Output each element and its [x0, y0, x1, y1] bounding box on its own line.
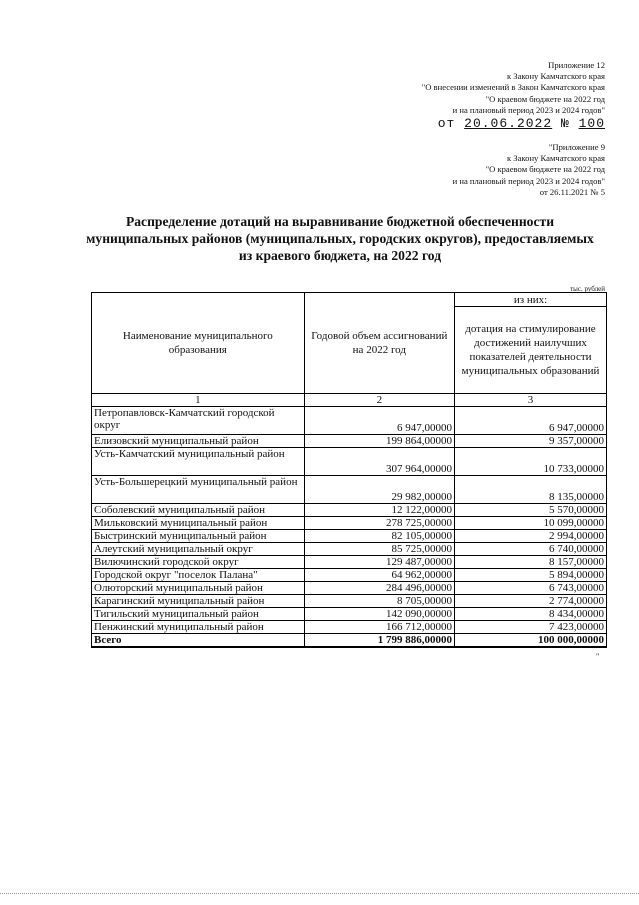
- municipality-name: Пенжинский муниципальный район: [92, 621, 305, 634]
- annual-allocation: 129 487,00000: [304, 556, 454, 569]
- table-row: [92, 595, 607, 608]
- table-row: [92, 556, 607, 569]
- annual-allocation: 12 122,00000: [304, 504, 454, 517]
- incentive-subsidy: 9 357,00000: [455, 435, 607, 448]
- table-row: [92, 621, 607, 634]
- closing-quote: ": [596, 652, 600, 661]
- annual-allocation: 142 090,00000: [304, 608, 454, 621]
- annual-allocation: 199 864,00000: [304, 435, 454, 448]
- incentive-subsidy: 5 570,00000: [455, 504, 607, 517]
- appendix-line: Приложение 12: [548, 60, 605, 70]
- handwritten-number: 100: [578, 116, 605, 132]
- col3-header: дотация на стимулирование достижений наилучших показателей деятельности муниципальных образований: [455, 307, 607, 394]
- col1-header: Наименование муниципального образования: [92, 293, 305, 394]
- total-row: [92, 634, 607, 648]
- incentive-subsidy: 6 947,00000: [455, 407, 607, 435]
- appendix-12-header: [422, 60, 605, 132]
- annual-allocation: 278 725,00000: [304, 517, 454, 530]
- municipality-name: Карагинский муниципальный район: [92, 595, 305, 608]
- appendix-line: к Закону Камчатского края: [506, 153, 605, 164]
- annual-allocation: 166 712,00000: [304, 621, 454, 634]
- municipality-name: Усть-Большерецкий муниципальный район: [92, 476, 305, 504]
- appendix-line: от 26.11.2021 № 5: [539, 186, 605, 197]
- annual-allocation: 8 705,00000: [304, 595, 454, 608]
- appendix-line: "О краевом бюджете на 2022 год: [485, 164, 605, 175]
- annual-allocation: 284 496,00000: [304, 582, 454, 595]
- municipality-name: Усть-Камчатский муниципальный район: [92, 448, 305, 476]
- col-number: 3: [455, 394, 607, 407]
- table-row: [92, 608, 607, 621]
- incentive-subsidy: 6 743,00000: [455, 582, 607, 595]
- municipality-name: Олюторский муниципальный район: [92, 582, 305, 595]
- annual-allocation: 82 105,00000: [304, 530, 454, 543]
- incentive-subsidy: 8 434,00000: [455, 608, 607, 621]
- municipality-name: Петропавловск-Камчатский городской округ: [92, 407, 305, 435]
- appendix-line: и на плановый период 2023 и 2024 годов": [452, 104, 605, 115]
- table-row: [92, 569, 607, 582]
- handwritten-date: 20.06.2022: [464, 116, 553, 132]
- date-prefix: от: [437, 116, 456, 132]
- incentive-subsidy: 5 894,00000: [455, 569, 607, 582]
- appendix-line: "О краевом бюджете на 2022 год: [485, 93, 605, 104]
- total-allocation: 1 799 886,00000: [304, 634, 454, 648]
- annual-allocation: 85 725,00000: [304, 543, 454, 556]
- scan-edge-divider: [0, 893, 639, 894]
- municipality-name: Быстринский муниципальный район: [92, 530, 305, 543]
- table-row: [92, 517, 607, 530]
- incentive-subsidy: 2 994,00000: [455, 530, 607, 543]
- annual-allocation: 64 962,00000: [304, 569, 454, 582]
- municipality-name: Городской округ "поселок Палана": [92, 569, 305, 582]
- col2-header: Годовой объем ассигнований на 2022 год: [304, 293, 454, 394]
- table-row: [92, 543, 607, 556]
- appendix-line: "Приложение 9: [548, 142, 605, 152]
- col-number: 2: [304, 394, 454, 407]
- appendix-line: к Закону Камчатского края: [506, 71, 605, 82]
- incentive-subsidy: 6 740,00000: [455, 543, 607, 556]
- appendix-line: "О внесении изменений в Закон Камчатского края: [421, 82, 605, 93]
- units-label: тыс. рублей: [570, 285, 605, 293]
- incentive-subsidy: 10 733,00000: [455, 448, 607, 476]
- incentive-subsidy: 8 135,00000: [455, 476, 607, 504]
- municipality-name: Елизовский муниципальный район: [92, 435, 305, 448]
- table-row: [92, 407, 607, 435]
- appendix-9-header: [453, 142, 605, 198]
- subsidy-table: [91, 292, 607, 648]
- municipality-name: Мильковский муниципальный район: [92, 517, 305, 530]
- appendix-line: и на плановый период 2023 и 2024 годов": [452, 175, 605, 186]
- col-number: 1: [92, 394, 305, 407]
- annual-allocation: 6 947,00000: [304, 407, 454, 435]
- table-row: [92, 530, 607, 543]
- municipality-name: Тигильский муниципальный район: [92, 608, 305, 621]
- total-label: Всего: [92, 634, 305, 648]
- table-row: [92, 504, 607, 517]
- table-row: [92, 435, 607, 448]
- of-which-header: из них:: [455, 293, 607, 307]
- table-row: [92, 582, 607, 595]
- municipality-name: Алеутский муниципальный округ: [92, 543, 305, 556]
- handwritten-date-number: [422, 116, 605, 132]
- incentive-subsidy: 10 099,00000: [455, 517, 607, 530]
- document-title: Распределение дотаций на выравнивание бюджетной обеспеченности муниципальных районов (муниципальных, городских округов), предоставляемых из краевого бюджета, на 2022 год: [86, 214, 594, 263]
- incentive-subsidy: 7 423,00000: [455, 621, 607, 634]
- number-prefix: №: [560, 116, 570, 132]
- total-incentive: 100 000,00000: [455, 634, 607, 648]
- municipality-name: Вилючинский городской округ: [92, 556, 305, 569]
- table-row: [92, 448, 607, 476]
- table-row: [92, 476, 607, 504]
- annual-allocation: 307 964,00000: [304, 448, 454, 476]
- incentive-subsidy: 2 774,00000: [455, 595, 607, 608]
- annual-allocation: 29 982,00000: [304, 476, 454, 504]
- incentive-subsidy: 8 157,00000: [455, 556, 607, 569]
- municipality-name: Соболевский муниципальный район: [92, 504, 305, 517]
